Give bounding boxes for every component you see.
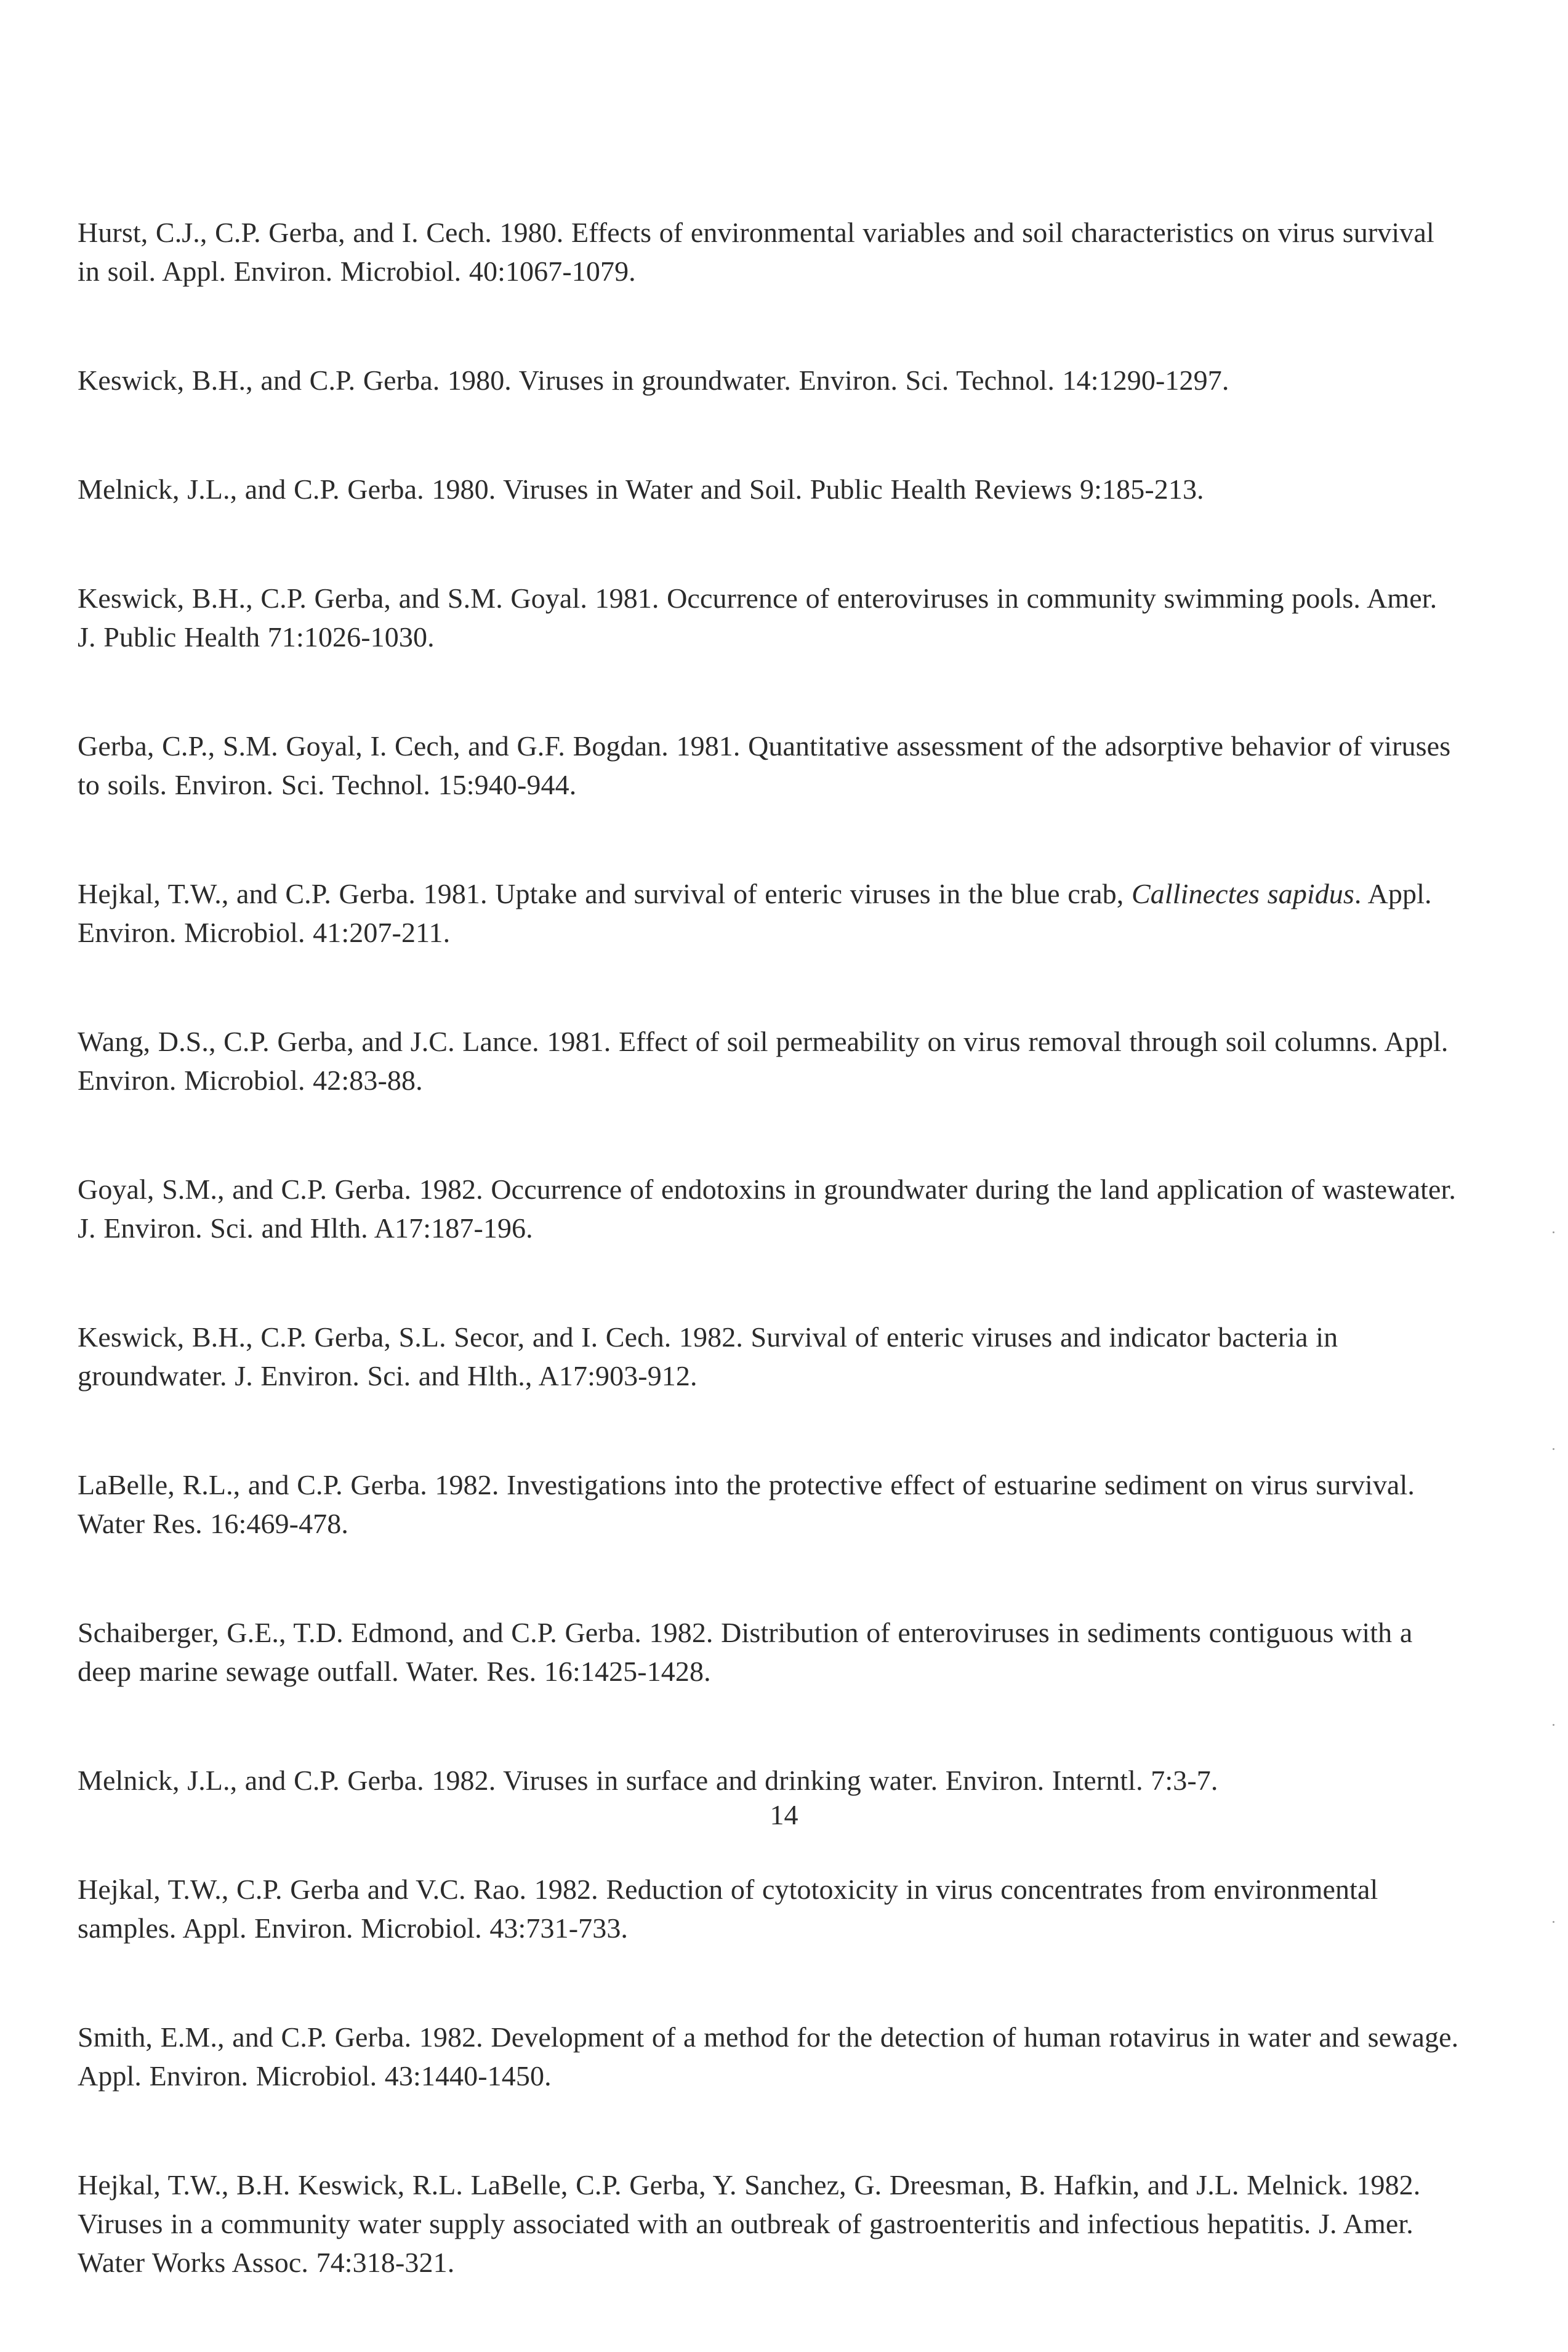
reference-entry <box>78 213 1463 291</box>
reference-entry <box>78 470 1463 509</box>
reference-text: Melnick, J.L., and C.P. Gerba. 1980. Viruses in Water and Soil. Public Health Reviews 9:185-213. <box>78 473 1204 505</box>
scan-speck <box>1553 1921 1554 1923</box>
page-number: 14 <box>770 1799 798 1830</box>
reference-entry <box>78 1465 1463 1543</box>
reference-text: Melnick, J.L., and C.P. Gerba. 1982. Viruses in surface and drinking water. Environ. Interntl. 7:3-7. <box>78 1765 1218 1796</box>
reference-text: Hurst, C.J., C.P. Gerba, and I. Cech. 1980. Effects of environmental variables and soil characteristics on virus survival in soil. Appl. Environ. Microbiol. 40:1067-1079. <box>78 217 1434 287</box>
reference-entry <box>78 579 1463 656</box>
reference-text: Wang, D.S., C.P. Gerba, and J.C. Lance. 1981. Effect of soil permeability on virus removal through soil columns. Appl. Environ. Microbiol. 42:83-88. <box>78 1026 1449 1096</box>
reference-text: Hejkal, T.W., and C.P. Gerba. 1981. Uptake and survival of enteric viruses in the blue crab, <box>78 878 1132 909</box>
reference-entry <box>78 1761 1463 1800</box>
reference-text: . Appl. Environ. Microbiol. 41:207-211. <box>78 878 1432 948</box>
reference-entry <box>78 727 1463 804</box>
species-name: Callinectes sapidus <box>1131 878 1354 909</box>
reference-text: Goyal, S.M., and C.P. Gerba. 1982. Occurrence of endotoxins in groundwater during the land application of wastewater. J. Environ. Sci. and Hlth. A17:187-196. <box>78 1174 1456 1244</box>
reference-entry <box>78 361 1463 400</box>
reference-entry <box>78 1022 1463 1100</box>
scan-speck <box>1553 1448 1554 1450</box>
reference-entry <box>78 2165 1463 2282</box>
reference-text: Schaiberger, G.E., T.D. Edmond, and C.P. Gerba. 1982. Distribution of enteroviruses in sediments contiguous with a deep marine sewage outfall. Water. Res. 16:1425-1428. <box>78 1617 1413 1687</box>
reference-entry <box>78 1170 1463 1247</box>
reference-entry <box>78 1318 1463 1395</box>
reference-text: Keswick, B.H., and C.P. Gerba. 1980. Viruses in groundwater. Environ. Sci. Technol. 14:1290-1297. <box>78 364 1229 396</box>
reference-text: Keswick, B.H., C.P. Gerba, S.L. Secor, and I. Cech. 1982. Survival of enteric viruses and indicator bacteria in groundwater. J. Environ. Sci. and Hlth., A17:903-912. <box>78 1321 1338 1391</box>
reference-text: LaBelle, R.L., and C.P. Gerba. 1982. Investigations into the protective effect of estuarine sediment on virus survival. Water Res. 16:469-478. <box>78 1469 1415 1539</box>
reference-entry <box>78 1613 1463 1691</box>
scan-speck <box>1553 1231 1554 1233</box>
reference-list <box>78 213 1463 2352</box>
reference-text: Hejkal, T.W., B.H. Keswick, R.L. LaBelle, C.P. Gerba, Y. Sanchez, G. Dreesman, B. Hafkin, and J.L. Melnick. 1982. Viruses in a community water supply associated with an outbreak of gastroenteritis and infectious hepatitis. J. Amer. Water Works Assoc. 74:318-321. <box>78 2169 1421 2278</box>
reference-entry <box>78 874 1463 952</box>
reference-text: Smith, E.M., and C.P. Gerba. 1982. Development of a method for the detection of human rotavirus in water and sewage. Appl. Environ. Microbiol. 43:1440-1450. <box>78 2021 1459 2092</box>
reference-text: Keswick, B.H., C.P. Gerba, and S.M. Goyal. 1981. Occurrence of enteroviruses in community swimming pools. Amer. J. Public Health 71:1026-1030. <box>78 582 1437 653</box>
reference-text: Hejkal, T.W., C.P. Gerba and V.C. Rao. 1982. Reduction of cytotoxicity in virus concentrates from environmental samples. Appl. Environ. Microbiol. 43:731-733. <box>78 1874 1378 1944</box>
scan-speck <box>1553 1724 1554 1726</box>
reference-text: Gerba, C.P., S.M. Goyal, I. Cech, and G.F. Bogdan. 1981. Quantitative assessment of the adsorptive behavior of viruses to soils. Environ. Sci. Technol. 15:940-944. <box>78 730 1451 800</box>
reference-entry <box>78 1870 1463 1947</box>
